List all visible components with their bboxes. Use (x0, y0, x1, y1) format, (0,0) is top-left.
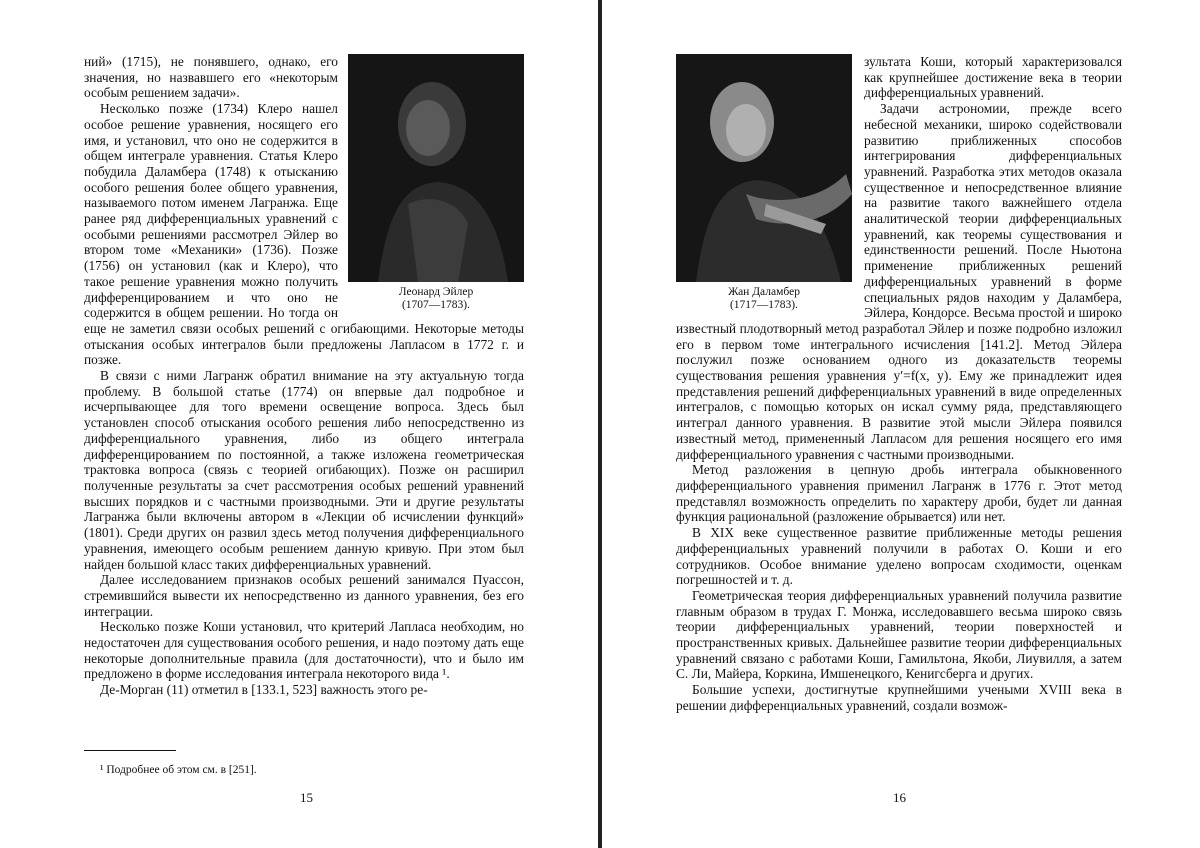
paragraph: Несколько позже (1734) Клеро нашел особое решение уравнения, носящего его имя, и установил, что оно не содержится в общем интеграле уравнения. Статья Клеро побудила Даламбера (1748) к отысканию особого решения более общего уравнения, называемого потом именем Лагранжа. Еще ранее ряд дифференциальных уравнений с особыми решениями рассмотрел Эйлер во втором томе «Механики» (1736). Позже (1756) он установил (как и Клеро), что такое решение уравнения можно получить дифференцированием и что оно не содержится в общем решении. Но тогда он еще не заметил связи особых решений с огибающими. Некоторые методы отыскания особых интегралов были предложены Лапласом в 1772 г. и позже. (84, 101, 524, 368)
paragraph: Далее исследованием признаков особых решений занимался Пуассон, стремившийся вывести их непосредственно из данного уравнения, без его интеграции. (84, 572, 524, 619)
paragraph: В XIX веке существенное развитие приближенные методы решения дифференциальных уравнений получили в работах О. Коши и его сотрудников. Особое внимание уделено вопросам сходимости, оценкам погрешностей и т. д. (676, 525, 1122, 588)
paragraph: ний» (1715), не понявшего, однако, его значения, но назвавшего его «некоторым особым решением задачи». (84, 54, 338, 101)
paragraph: Задачи астрономии, прежде всего небесной механики, широко содействовали развитию приближенных способов интегрирования дифференциальных уравнений. Разработка этих методов оказала существенное и непосредственное влияние на развитие такого важнейшего отдела аналитической теории дифференциальных уравнений, как теоремы существования и единственности решений. После Ньютона применение приближенных решений дифференциальных уравнений в форме специальных рядов находим у Даламбера, Эйлера, Кондорсе. Весьма простой и широко известный плодотворный метод разработал Эйлер и позже подробно изложил его в первом томе интегрального исчисления [141.2]. Метод Эйлера послужил позже основанием одного из доказательств теоремы существования решения уравнения y′=f(x, y). Ему же принадлежит идея представления решений дифференциальных уравнений в виде определенных интегралов, с помощью которых он искал сумму ряда, представляющего интеграл данного уравнения. В развитие этой мысли Эйлера появился известный метод, примененный Лапласом для решения носящего его имя дифференциального уравнения с частными производными. (676, 101, 1122, 462)
paragraph: Большие успехи, достигнутые крупнейшими учеными XVIII века в решении дифференциальных уравнений, создали возмож- (676, 682, 1122, 713)
paragraph: зультата Коши, который характеризовался как крупнейшее достижение века в теории дифференциальных уравнений. (864, 54, 1122, 101)
page-number-left: 15 (300, 790, 313, 805)
paragraph: Де-Морган (11) отметил в [133.1, 523] важность этого ре- (100, 682, 428, 698)
paragraph: В связи с ними Лагранж обратил внимание на эту актуальную тогда проблему. В большой статье (1774) он впервые дал подробное и исчерпывающее для того времени освещение вопроса. Здесь был установлен способ отыскания особого решения либо непосредственно из дифференциального уравнения, либо из общего интеграла дифференцированием по постоянной, а также изложена геометрическая трактовка вопроса (связь с теорией огибающих). Позже он расширил полученные результаты за счет рассмотрения особых решений уравнений высших порядков и с частными производными. Эти и другие результаты Лагранжа были включены автором в «Лекции об исчислении функций» (1801). Среди других он развил здесь метод получения дифференциального уравнения, имеющего особым решением данную кривую. При этом был найден большой класс таких дифференциальных уравнений. (84, 368, 524, 572)
footnote: ¹ Подробнее об этом см. в [251]. (100, 764, 257, 776)
paragraph: Геометрическая теория дифференциальных уравнений получила развитие главным образом в трудах Г. Монжа, исследовавшего весьма широко связь теории дифференциальных уравнений, теории поверхностей и пространственных кривых. Дальнейшее развитие теории дифференциальных уравнений связано с работами Коши, Гамильтона, Якоби, Лиувилля, а затем С. Ли, Майера, Коркина, Имшенецкого, Кенигсберга и других. (676, 587, 1122, 682)
footnote-rule (84, 750, 176, 751)
dalembert-caption (676, 286, 852, 312)
left-page-text (84, 54, 524, 698)
page-number-right: 16 (893, 790, 906, 805)
euler-caption-name: Леонард Эйлер (398, 286, 474, 298)
dalembert-figure (676, 54, 852, 312)
euler-figure (348, 54, 524, 312)
euler-caption-years: (1707—1783). (401, 299, 471, 311)
right-page-text (676, 54, 1122, 714)
dalembert-caption-years: (1717—1783). (729, 299, 799, 311)
dalembert-caption-name: Жан Даламбер (728, 286, 800, 298)
paragraph: Несколько позже Коши установил, что критерий Лапласа необходим, но недостаточен для существования особого решения, и надо поэтому дать еще некоторые дополнительные правила (для достаточности), что и было им предложено в форме исследования интеграла некоторого вида ¹. (84, 619, 524, 682)
dalembert-portrait (676, 54, 852, 282)
euler-portrait (348, 54, 524, 282)
euler-caption (348, 286, 524, 312)
paragraph: Метод разложения в цепную дробь интеграла обыкновенного дифференциального уравнения применил Лагранж в 1776 г. Этот метод представлял возможность определить по характеру дроби, будет ли данная функция рациональной (разложение обрывается) или нет. (676, 462, 1122, 525)
left-page (0, 0, 598, 848)
